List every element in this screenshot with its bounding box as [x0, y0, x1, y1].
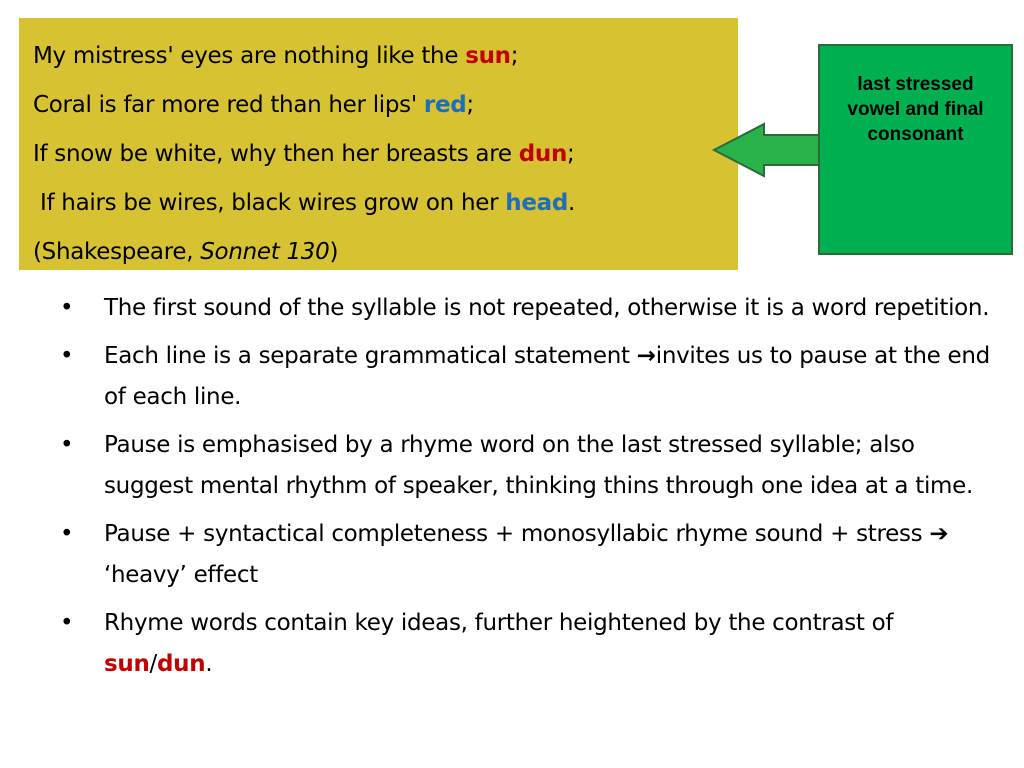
list-item — [60, 603, 1000, 685]
bullet-text: Pause + syntactical completeness + monosyllabic rhyme sound + stress — [104, 521, 930, 547]
callout-box — [818, 44, 1013, 255]
poem-line-text: Coral is far more red than her lips' — [33, 92, 424, 118]
right-arrow-icon: ➔ — [929, 521, 949, 547]
bullet-text: Each line is a separate grammatical statement — [104, 343, 637, 369]
poem-line-4 — [33, 179, 738, 228]
rhyme-word-head: head — [505, 190, 569, 216]
bullet-dot-icon: • — [60, 610, 74, 636]
poem-line-punct: ; — [466, 92, 474, 118]
rhyme-word-sun: sun — [104, 651, 150, 677]
attribution-author: (Shakespeare, — [33, 239, 201, 265]
poem-line-punct: . — [568, 190, 576, 216]
bullet-text: Pause is emphasised by a rhyme word on the last stressed syllable; also suggest mental rhythm of speaker, thinking thins through one idea at a time. — [104, 432, 974, 499]
list-item — [60, 514, 1000, 596]
list-item — [60, 336, 1000, 418]
attribution-title: Sonnet 130 — [200, 239, 330, 265]
right-arrow-icon: → — [636, 343, 656, 369]
rhyme-word-sun: sun — [465, 43, 511, 69]
rhyme-word-red: red — [423, 92, 467, 118]
list-item — [60, 425, 1000, 507]
poem-attribution — [33, 228, 738, 277]
poem-line-punct: ; — [567, 141, 575, 167]
poem-line-3 — [33, 130, 738, 179]
poem-line-text: My mistress' eyes are nothing like the — [33, 43, 466, 69]
rhyme-word-dun: dun — [157, 651, 206, 677]
bullet-dot-icon: • — [60, 432, 74, 458]
poem-line-text: If hairs be wires, black wires grow on her — [33, 190, 506, 216]
bullet-dot-icon: • — [60, 295, 74, 321]
poem-line-1 — [33, 32, 738, 81]
slash-separator: / — [149, 651, 157, 677]
bullet-text-cont: ‘heavy’ effect — [104, 562, 258, 588]
list-item — [60, 288, 1000, 329]
poem-quote-box — [19, 18, 738, 270]
bullet-dot-icon: • — [60, 521, 74, 547]
poem-line-text: If snow be white, why then her breasts are — [33, 141, 519, 167]
attribution-punct: ) — [329, 239, 339, 265]
bullet-text-cont: invites us to pause at the end of each line. — [104, 343, 990, 410]
bullet-text: Rhyme words contain key ideas, further heightened by the contrast of — [104, 610, 894, 636]
bullet-punct: . — [205, 651, 213, 677]
left-arrow-icon — [711, 121, 823, 179]
rhyme-word-dun: dun — [518, 141, 568, 167]
callout-label: last stressed vowel and final consonant — [847, 74, 984, 145]
poem-line-2 — [33, 81, 738, 130]
bullet-list — [60, 288, 1000, 692]
bullet-text: The first sound of the syllable is not repeated, otherwise it is a word repetition. — [104, 295, 990, 321]
poem-line-punct: ; — [510, 43, 519, 69]
bullet-dot-icon: • — [60, 343, 74, 369]
